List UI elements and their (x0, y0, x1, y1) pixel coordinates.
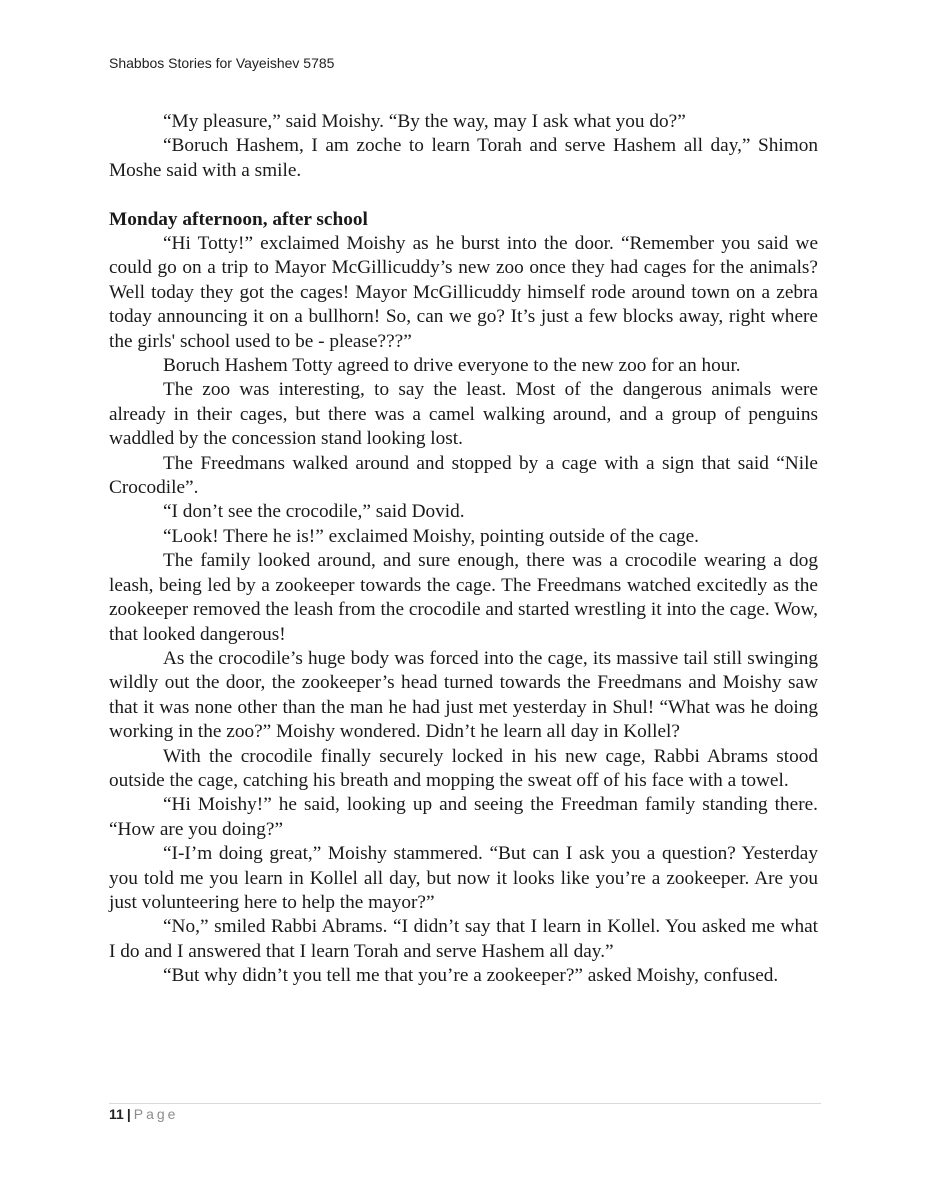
paragraph: Boruch Hashem Totty agreed to drive everyone to the new zoo for an hour. (163, 355, 741, 377)
paragraph: As the crocodile’s huge body was forced into the cage, its massive tail still swinging wildly out the door, the zookeeper’s head turned towards the Freedmans and Moishy saw that it was none other than the man he had just met yesterday in Shul! “What was he doing working in the zoo?” Moishy wondered. Didn’t he learn all day in Kollel? (109, 647, 818, 743)
page-header-title: Shabbos Stories for Vayeishev 5785 (109, 55, 335, 71)
footer-separator: | (126, 1106, 131, 1122)
paragraph: “But why didn’t you tell me that you’re a zookeeper?” asked Moishy, confused. (163, 965, 779, 987)
section-heading: Monday afternoon, after school (109, 208, 368, 230)
paragraph: “I don’t see the crocodile,” said Dovid. (163, 501, 465, 523)
paragraph: With the crocodile finally securely locked in his new cage, Rabbi Abrams stood outside the cage, catching his breath and mopping the sweat off of his face with a towel. (109, 745, 818, 791)
paragraph: “Hi Totty!” exclaimed Moishy as he burst into the door. “Remember you said we could go on a trip to Mayor McGillicuddy’s new zoo once they had cages for the animals? Well today they got the cages! Mayor McGillicuddy himself rode around town on a zebra today announcing it on a bullhorn! So, can we go? It’s just a few blocks away, right where the girls' school used to be - please???” (109, 233, 818, 352)
paragraph: “My pleasure,” said Moishy. “By the way, may I ask what you do?” (163, 111, 686, 132)
page-footer (109, 1106, 178, 1122)
paragraph: “Look! There he is!” exclaimed Moishy, pointing outside of the cage. (163, 525, 699, 547)
paragraph: The family looked around, and sure enough, there was a crocodile wearing a dog leash, being led by a zookeeper towards the cage. The Freedmans watched excitedly as the zookeeper removed the leash from the crocodile and started wrestling it into the cage. Wow, that looked dangerous! (109, 550, 818, 645)
document-body (109, 110, 818, 989)
footer-divider (109, 1103, 821, 1104)
paragraph: The Freedmans walked around and stopped by a cage with a sign that said “Nile Crocodile”. (109, 452, 818, 499)
paragraph: “No,” smiled Rabbi Abrams. “I didn’t say that I learn in Kollel. You asked me what I do and I answered that I learn Torah and serve Hashem all day.” (109, 916, 818, 962)
paragraph: “Hi Moishy!” he said, looking up and seeing the Freedman family standing there. “How are you doing?” (109, 794, 818, 840)
paragraph: The zoo was interesting, to say the least. Most of the dangerous animals were already in their cages, but there was a camel walking around, and a group of penguins waddled by the concession stand looking lost. (109, 379, 818, 450)
paragraph: “I-I’m doing great,” Moishy stammered. “But can I ask you a question? Yesterday you told me you learn in Kollel all day, but now it looks like you’re a zookeeper. Are you just volunteering here to help the mayor?” (109, 843, 818, 913)
paragraph: “Boruch Hashem, I am zoche to learn Torah and serve Hashem all day,” Shimon Moshe said with a smile. (109, 135, 818, 181)
page-number: 11 (109, 1106, 124, 1122)
page-label: Page (133, 1106, 179, 1122)
